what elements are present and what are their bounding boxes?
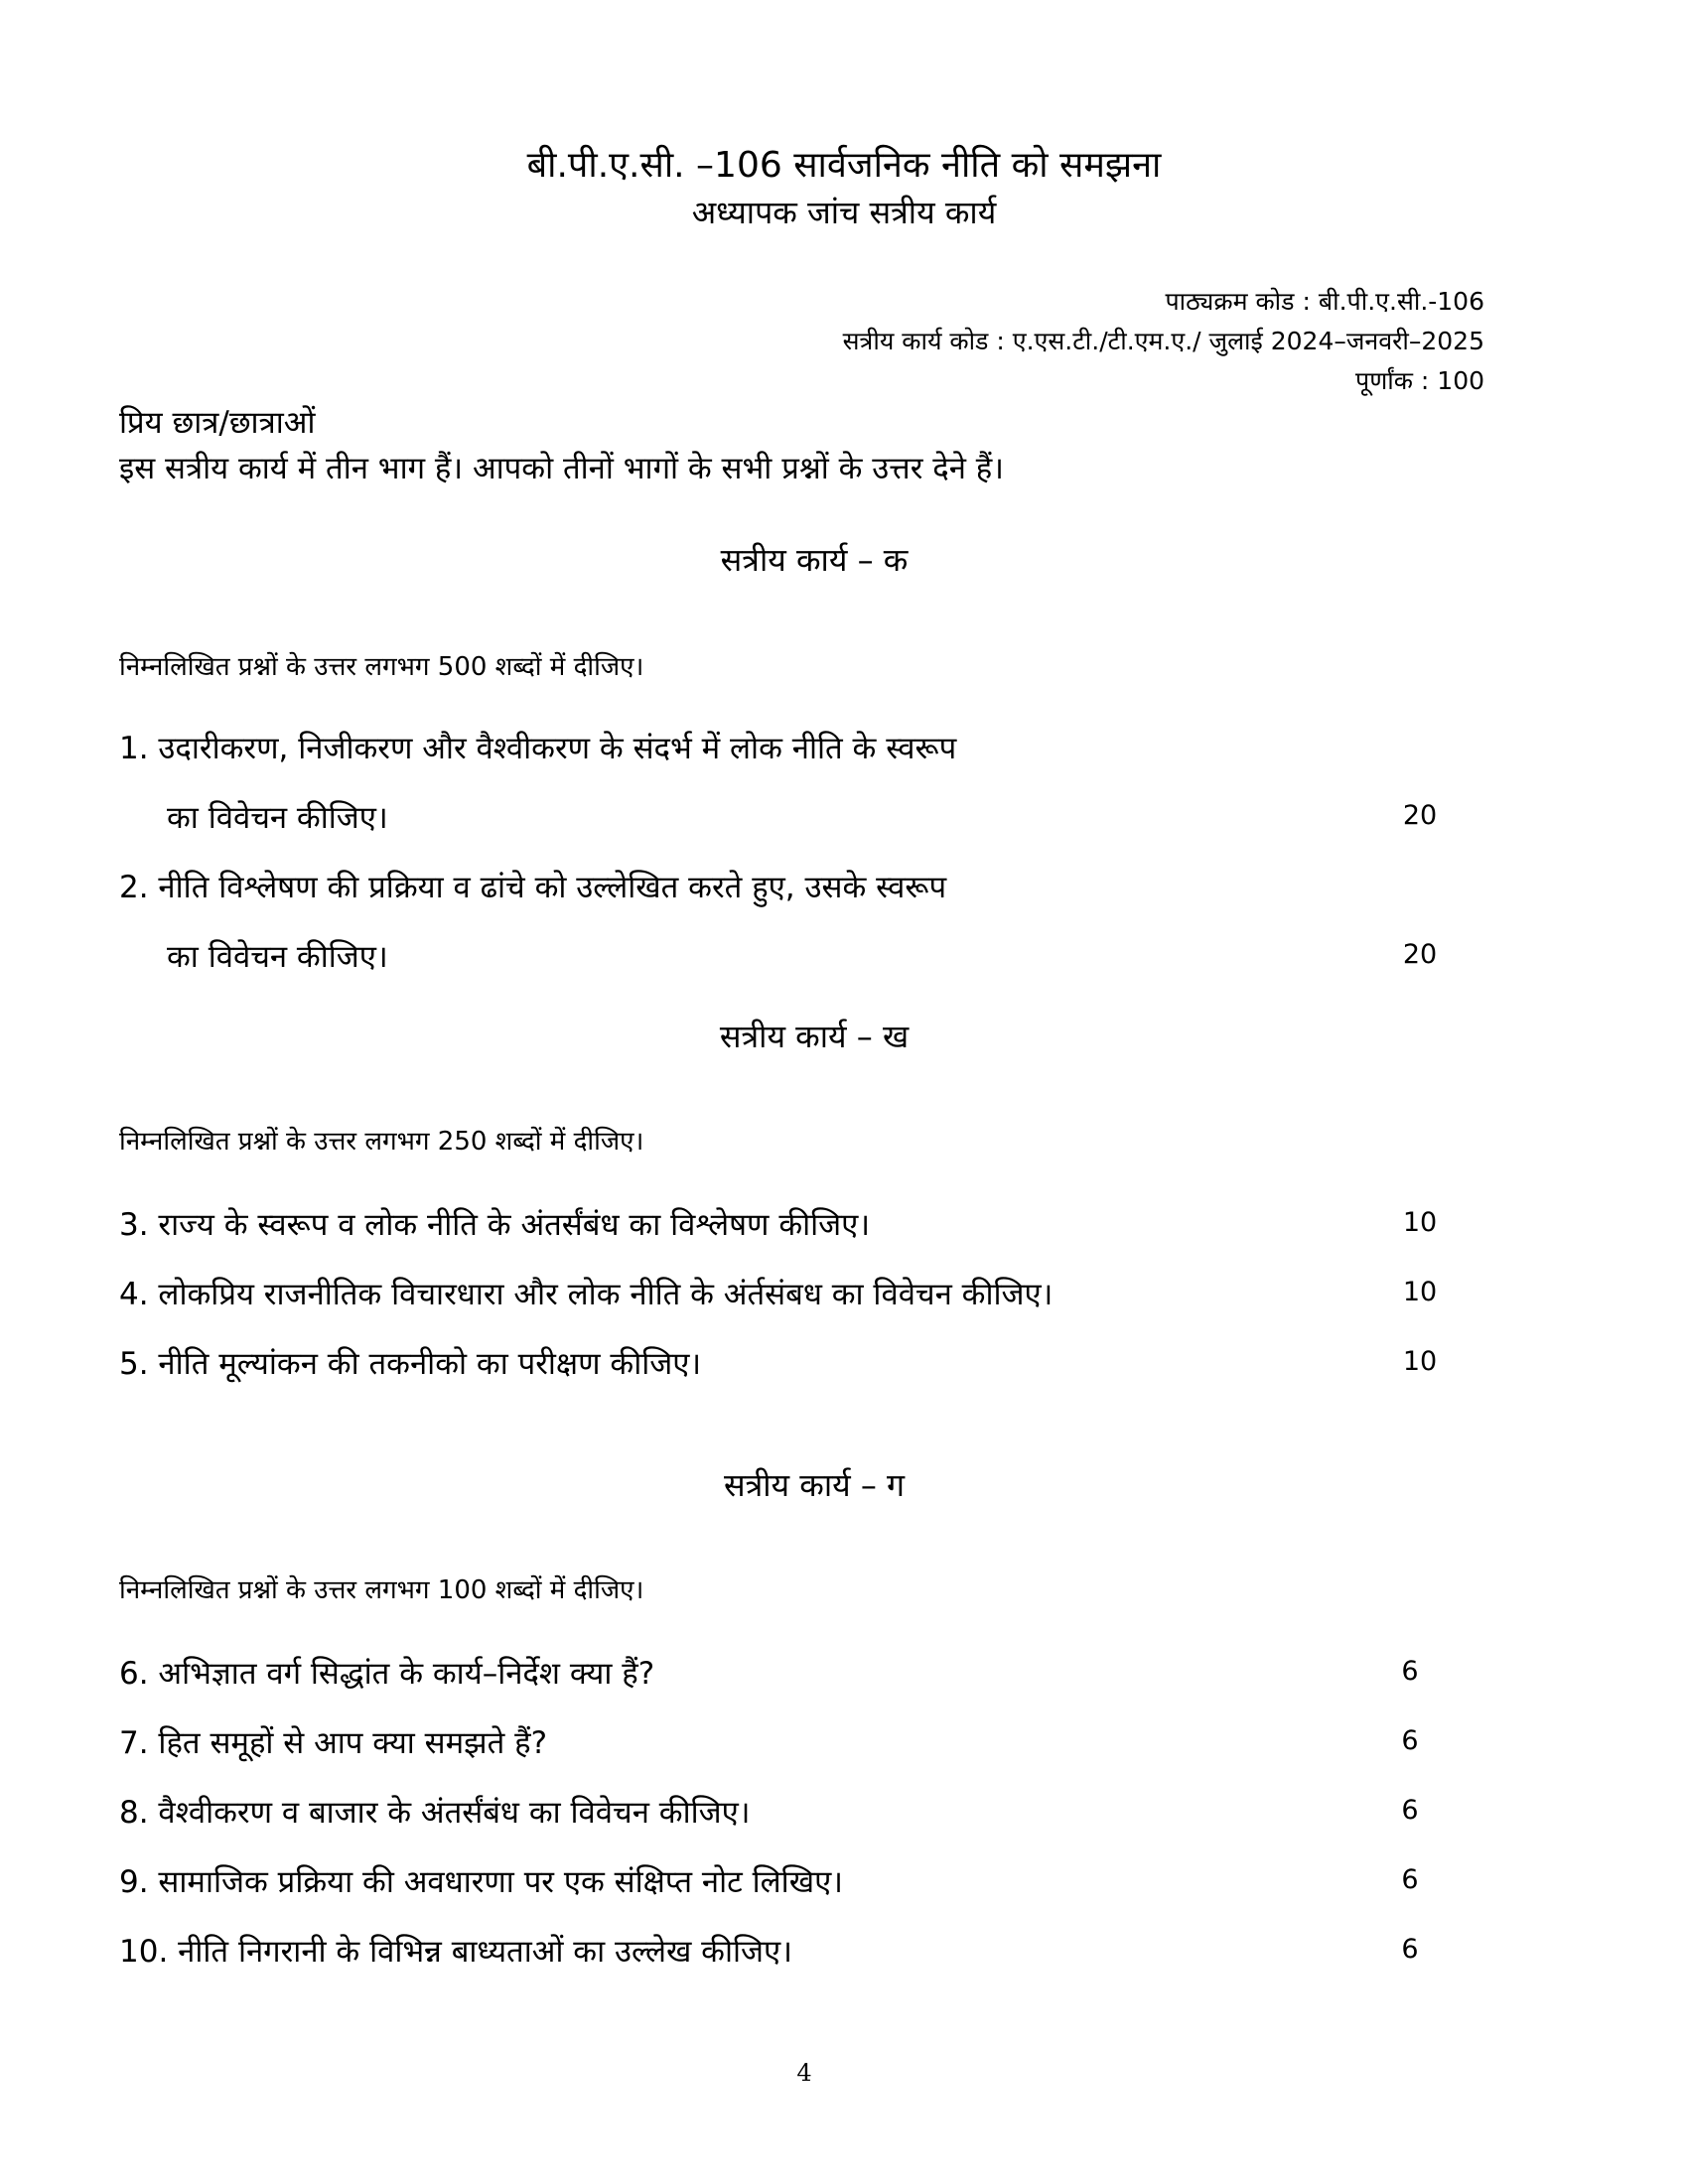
assignment-code: सत्रीय कार्य कोड : ए.एस.टी./टी.एम.ए./ जुलाई 2024–जनवरी–2025 (842, 327, 1484, 355)
document-subtitle: अध्यापक जांच सत्रीय कार्य (691, 194, 997, 231)
question-2-line2: का विवेचन कीजिए। (167, 939, 388, 975)
max-marks: पूर्णांक : 100 (1355, 366, 1484, 395)
intro-text: इस सत्रीय कार्य में तीन भाग हैं। आपको तीनों भागों के सभी प्रश्नों के उत्तर देने हैं। (119, 451, 1004, 486)
question-10-marks: 6 (1401, 1934, 1419, 1965)
question-4: 4. लोकप्रिय राजनीतिक विचारधारा और लोक नीति के अंर्तसंबध का विवेचन कीजिए। (119, 1277, 1054, 1312)
question-9: 9. सामाजिक प्रक्रिया की अवधारणा पर एक संक्षिप्त नोट लिखिए। (119, 1864, 843, 1900)
question-3: 3. राज्य के स्वरूप व लोक नीति के अंतर्संबंध का विश्लेषण कीजिए। (119, 1207, 871, 1243)
section-instruction-a: निम्नलिखित प्रश्नों के उत्तर लगभग 500 शब्दों में दीजिए। (119, 652, 644, 682)
question-7: 7. हित समूहों से आप क्या समझते हैं? (119, 1725, 548, 1761)
question-4-marks: 10 (1402, 1277, 1438, 1307)
question-6-marks: 6 (1401, 1656, 1419, 1687)
question-3-marks: 10 (1402, 1207, 1438, 1238)
question-1-line1: 1. उदारीकरण, निजीकरण और वैश्वीकरण के संदर्भ में लोक नीति के स्वरूप (119, 731, 957, 766)
question-2-marks: 20 (1402, 939, 1438, 970)
question-10: 10. नीति निगरानी के विभिन्न बाध्यताओं का उल्लेख कीजिए। (119, 1934, 792, 1970)
section-heading-c: सत्रीय कार्य – ग (723, 1466, 906, 1504)
question-5-marks: 10 (1402, 1346, 1438, 1377)
question-8: 8. वैश्वीकरण व बाजार के अंतर्संबंध का विवेचन कीजिए। (119, 1795, 751, 1831)
question-6: 6. अभिज्ञात वर्ग सिद्धांत के कार्य–निर्देश क्या हैं? (119, 1656, 655, 1692)
question-1-line2: का विवेचन कीजिए। (167, 800, 388, 836)
question-8-marks: 6 (1401, 1795, 1419, 1826)
document-title: बी.पी.ए.सी. –106 सार्वजनिक नीति को समझना (526, 145, 1162, 186)
page-number: 4 (796, 2059, 812, 2087)
question-1-marks: 20 (1402, 800, 1438, 831)
question-7-marks: 6 (1401, 1725, 1419, 1756)
section-instruction-b: निम्नलिखित प्रश्नों के उत्तर लगभग 250 शब्दों में दीजिए। (119, 1127, 644, 1157)
section-heading-b: सत्रीय कार्य – ख (719, 1018, 910, 1055)
section-instruction-c: निम्नलिखित प्रश्नों के उत्तर लगभग 100 शब्दों में दीजिए। (119, 1575, 644, 1605)
question-5: 5. नीति मूल्यांकन की तकनीको का परीक्षण कीजिए। (119, 1346, 702, 1382)
course-code: पाठ्यक्रम कोड : बी.पी.ए.सी.-106 (1165, 287, 1484, 316)
question-9-marks: 6 (1401, 1864, 1419, 1895)
section-heading-a: सत्रीय कार्य – क (720, 541, 909, 579)
question-2-line1: 2. नीति विश्लेषण की प्रक्रिया व ढांचे को उल्लेखित करते हुए, उसके स्वरूप (119, 870, 947, 905)
salutation: प्रिय छात्र/छात्राओं (119, 405, 316, 441)
